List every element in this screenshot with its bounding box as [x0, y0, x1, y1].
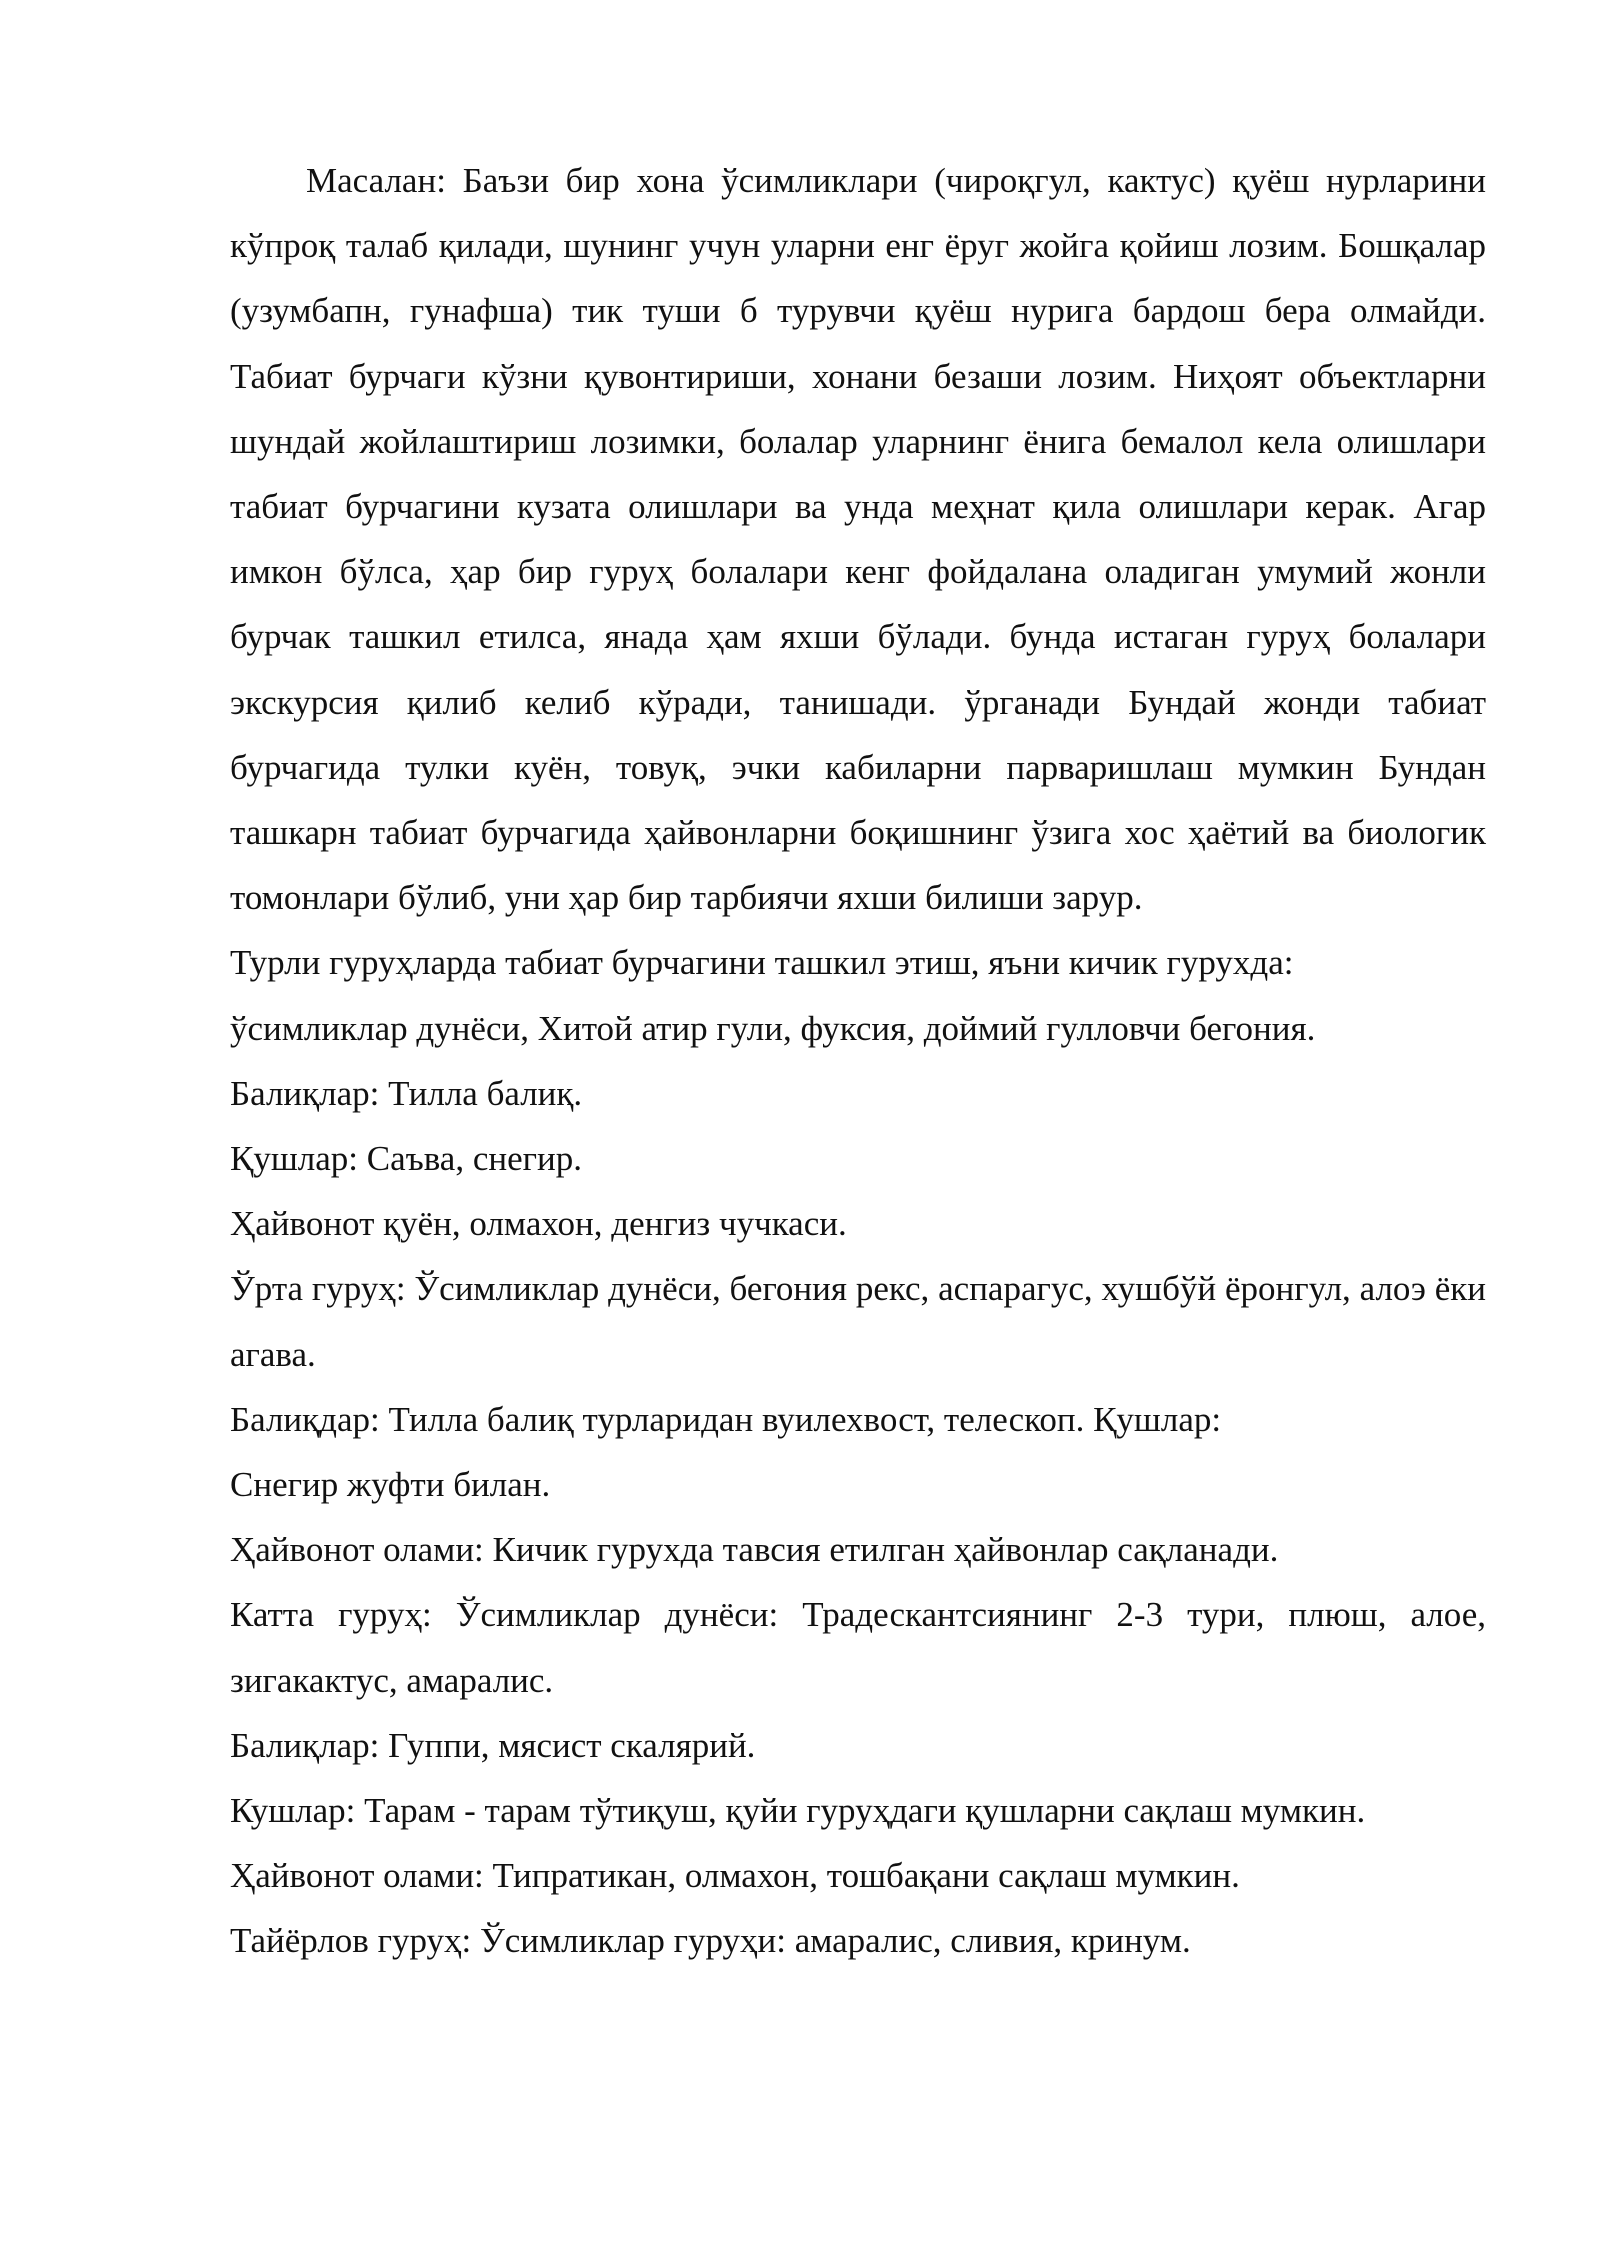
small-group-birds-line: Қушлар: Саъва, снегир.	[230, 1139, 582, 1179]
small-group-fish-line: Балиқлар: Тилла балиқ.	[230, 1073, 583, 1113]
document-body	[230, 148, 1486, 1974]
senior-group-plants-paragraph: Катта гуруҳ: Ўсимликлар дунёси: Традескантсиянинг 2-3 тури, плюш, алое, зигакактус, амаралис.	[230, 1595, 1486, 1700]
small-group-animals-line: Ҳайвонот қуён, олмахон, денгиз чучкаси.	[230, 1204, 847, 1244]
intro-paragraph: Масалан: Баъзи бир хона ўсимликлари (чироқгул, кактус) қуёш нурларини кўпроқ талаб қилади, шунинг учун уларни енг ёруг жойга қойиш лозим. Бошқалар (узумбапн, гунафша) тик туши б турувчи қуёш нурига бардош бера олмайди. Табиат бурчаги кўзни қувонтириши, хонани безаши лозим. Ниҳоят объектларни шундай жойлаштириш лозимки, болалар уларнинг ёнига бемалол кела олишлари табиат бурчагини кузата олишлари ва унда меҳнат қила олишлари керак. Агар имкон бўлса, ҳар бир гуруҳ болалари кенг фойдалана оладиган умумий жонли бурчак ташкил етилса, янада ҳам яхши бўлади. бунда истаган гуруҳ болалари экскурсия қилиб келиб кўради, танишади. ўрганади Бундай жонди табиат бурчагида тулки куён, товуқ, эчки кабиларни парваришлаш мумкин Бундан ташкарн табиат бурчагида ҳайвонларни боқишнинг ўзига хос ҳаётий ва биологик томонлари бўлиб, уни ҳар бир тарбиячи яхши билиши зарур.	[230, 161, 1486, 918]
senior-group-fish-line: Балиқлар: Гуппи, мясист скалярий.	[230, 1725, 756, 1765]
middle-group-fish-line: Балиқдар: Тилла балиқ турларидан вуилехвост, телескоп. Қушлар:	[230, 1399, 1222, 1439]
middle-group-animals-line: Ҳайвонот олами: Кичик гурухда тавсия етилган ҳайвонлар сақланади.	[230, 1530, 1279, 1570]
middle-group-birds-line: Снегир жуфти билан.	[230, 1465, 551, 1505]
groups-heading-line: Турли гуруҳларда табиат бурчагини ташкил этиш, яъни кичик гурухда:	[230, 943, 1294, 983]
small-group-plants-line: ўсимликлар дунёси, Хитой атир гули, фуксия, доймий гулловчи бегония.	[230, 1008, 1316, 1048]
preparatory-group-plants-line: Тайёрлов гуруҳ: Ўсимликлар гуруҳи: амаралис, сливия, кринум.	[230, 1921, 1191, 1961]
senior-group-animals-line: Ҳайвонот олами: Типратикан, олмахон, тошбақани сақлаш мумкин.	[230, 1856, 1240, 1896]
senior-group-birds-line: Кушлар: Тарам - тарам тўтиқуш, қуйи гуруҳдаги қушларни сақлаш мумкин.	[230, 1791, 1366, 1831]
middle-group-plants-paragraph: Ўрта гуруҳ: Ўсимликлар дунёси, бегония рекс, аспарагус, хушбўй ёронгул, алоэ ёки агава.	[230, 1269, 1486, 1374]
